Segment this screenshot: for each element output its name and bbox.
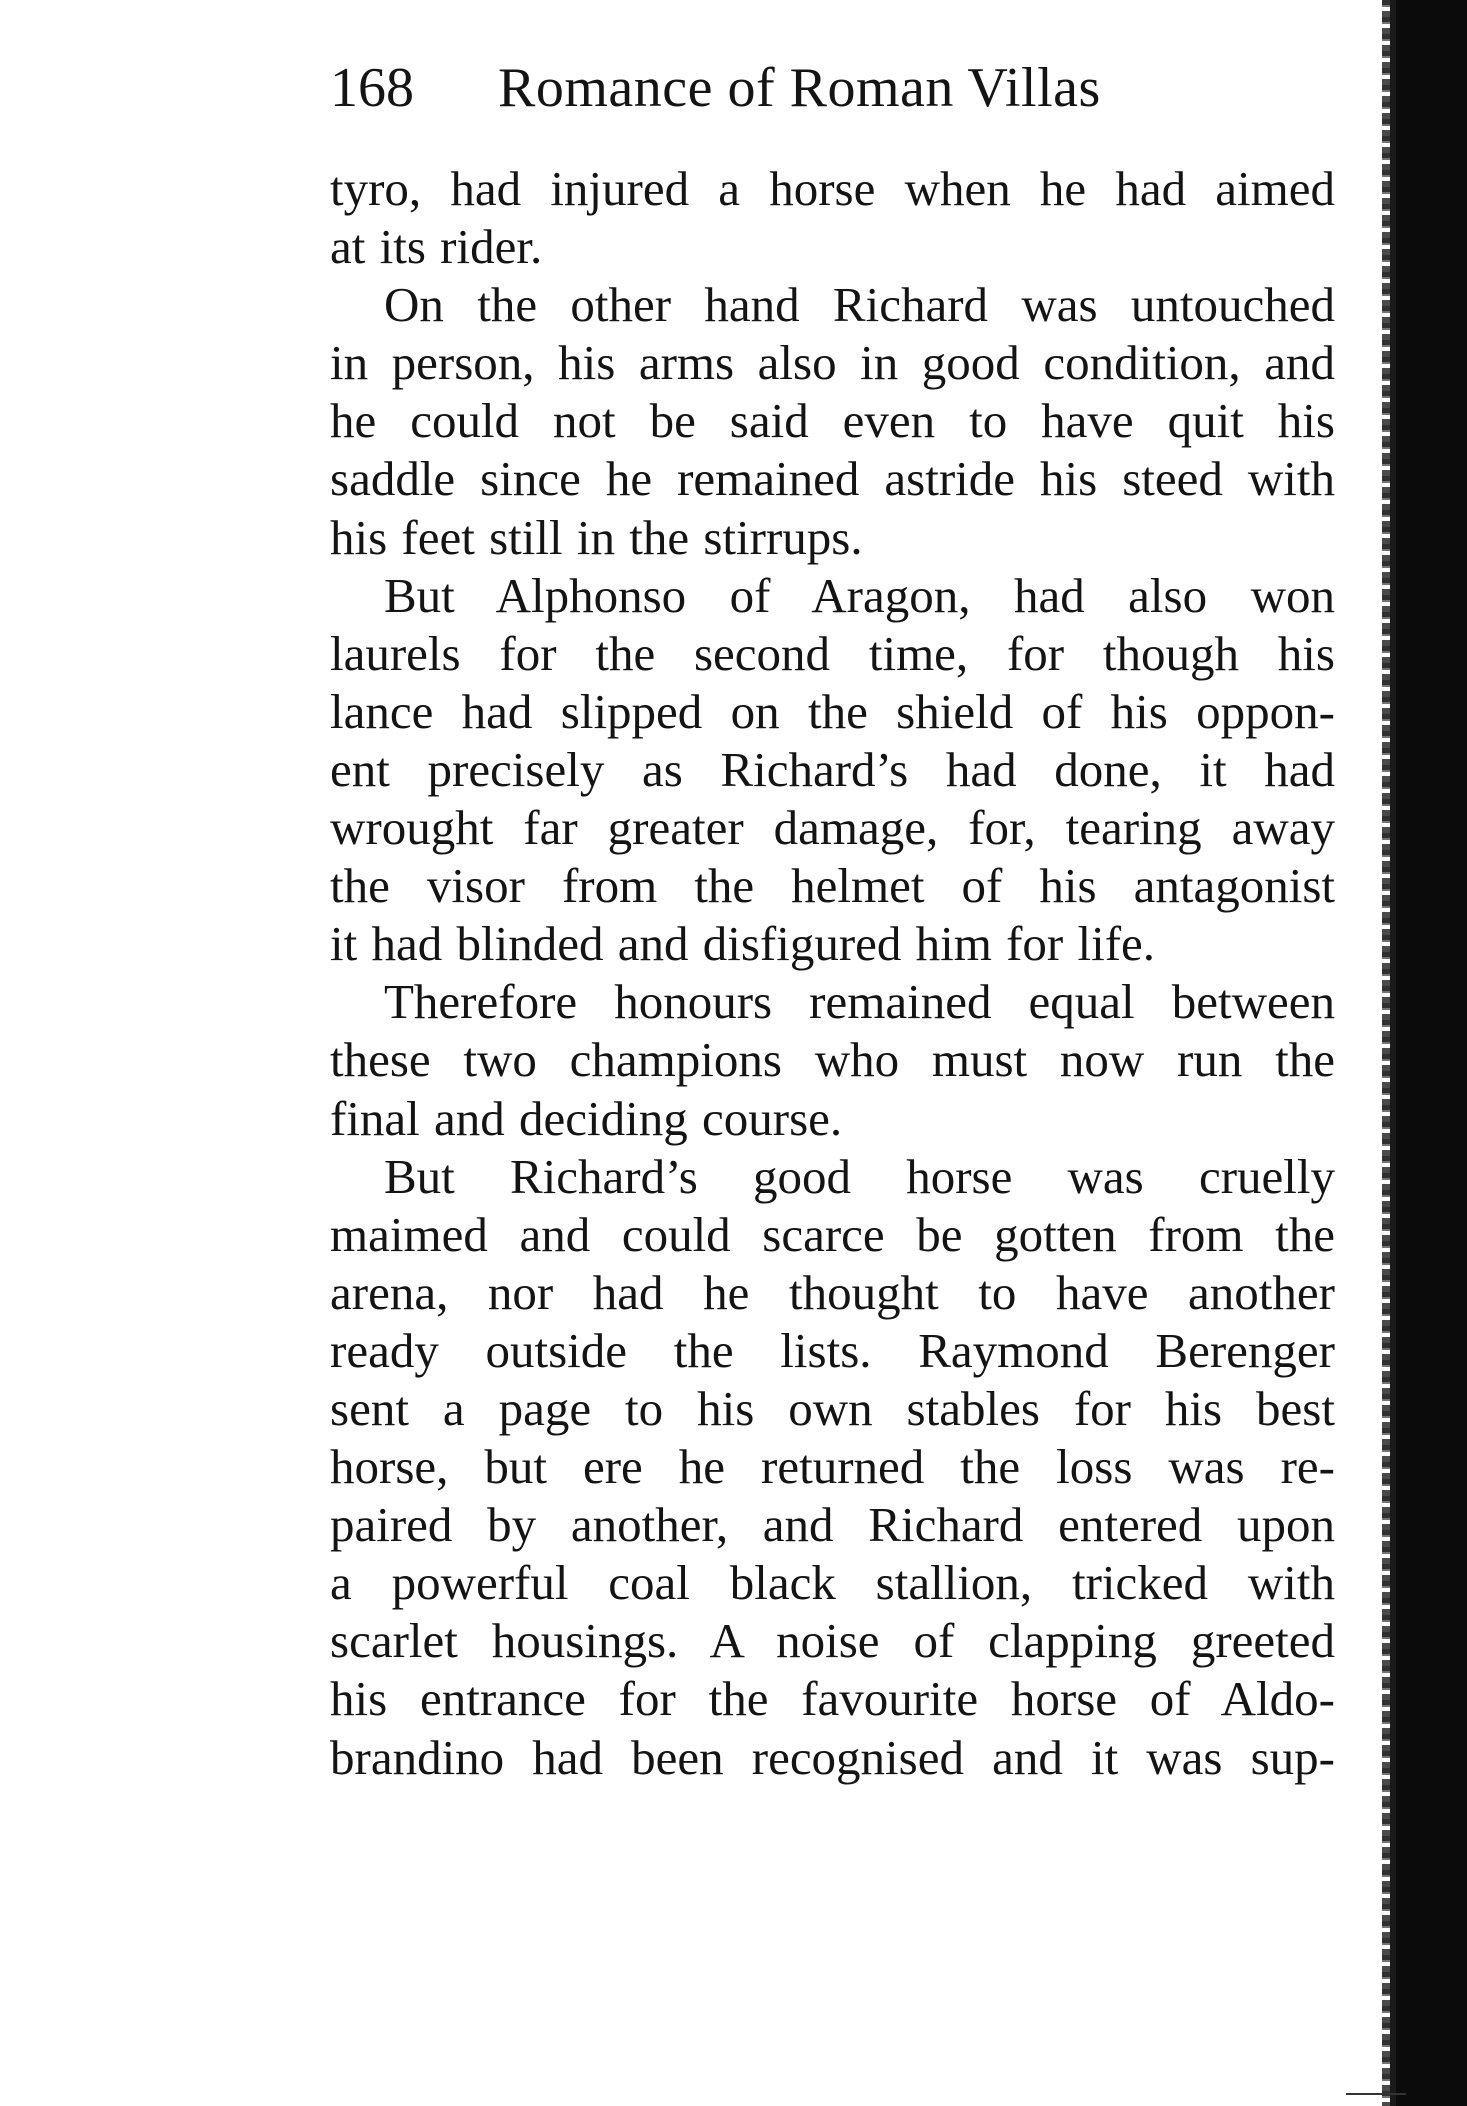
text-line: laurels for the second time, for though his <box>330 625 1335 681</box>
page-header <box>330 48 1330 128</box>
text-line: in person, his arms also in good condition, and <box>330 335 1335 391</box>
text-line: horse, but ere he returned the loss was re- <box>330 1439 1335 1495</box>
page-number: 168 <box>330 57 414 119</box>
text-line: saddle since he remained astride his steed with <box>330 451 1335 507</box>
text-line: sent a page to his own stables for his best <box>330 1380 1335 1436</box>
text-line: lance had slipped on the shield of his oppon- <box>330 683 1335 739</box>
text-line: tyro, had injured a horse when he had aimed <box>330 161 1335 216</box>
text-line: paired by another, and Richard entered upon <box>330 1497 1335 1553</box>
text-line: his entrance for the favourite horse of Aldo- <box>330 1671 1335 1727</box>
text-line: the visor from the helmet of his antagonist <box>330 858 1335 914</box>
text-line: On the other hand Richard was untouched <box>384 277 1335 333</box>
text-line: ready outside the lists. Raymond Berenger <box>330 1322 1335 1378</box>
text-line: scarlet housings. A noise of clapping greeted <box>330 1613 1335 1669</box>
paragraph <box>330 160 1335 276</box>
text-line: at its rider. <box>330 219 543 275</box>
text-line: maimed and could scarce be gotten from the <box>330 1206 1335 1262</box>
text-line: brandino had been recognised and it was sup- <box>330 1729 1335 1785</box>
text-line: But Richard’s good horse was cruelly <box>384 1148 1335 1204</box>
text-line: a powerful coal black stallion, tricked with <box>330 1555 1335 1611</box>
scan-edge-rule <box>1346 2093 1406 2095</box>
text-line: But Alphonso of Aragon, had also won <box>384 567 1335 623</box>
text-line: his feet still in the stirrups. <box>330 509 863 565</box>
paragraph <box>330 567 1335 974</box>
text-line: Therefore honours remained equal between <box>384 974 1335 1030</box>
text-line: he could not be said even to have quit his <box>330 393 1335 449</box>
paragraph <box>330 973 1335 1147</box>
paragraph <box>330 276 1335 566</box>
running-title: Romance of Roman Villas <box>498 57 1101 119</box>
text-line: wrought far greater damage, for, tearing away <box>330 800 1335 856</box>
text-line: arena, nor had he thought to have another <box>330 1264 1335 1320</box>
text-line: it had blinded and disfigured him for life. <box>330 916 1156 972</box>
text-line: these two champions who must now run the <box>330 1032 1335 1088</box>
paragraph <box>330 1148 1335 1787</box>
scanned-binding-edge <box>1394 0 1467 2106</box>
body-text <box>330 160 1335 1787</box>
text-line: ent precisely as Richard’s had done, it had <box>330 741 1335 797</box>
text-line: final and deciding course. <box>330 1090 843 1146</box>
